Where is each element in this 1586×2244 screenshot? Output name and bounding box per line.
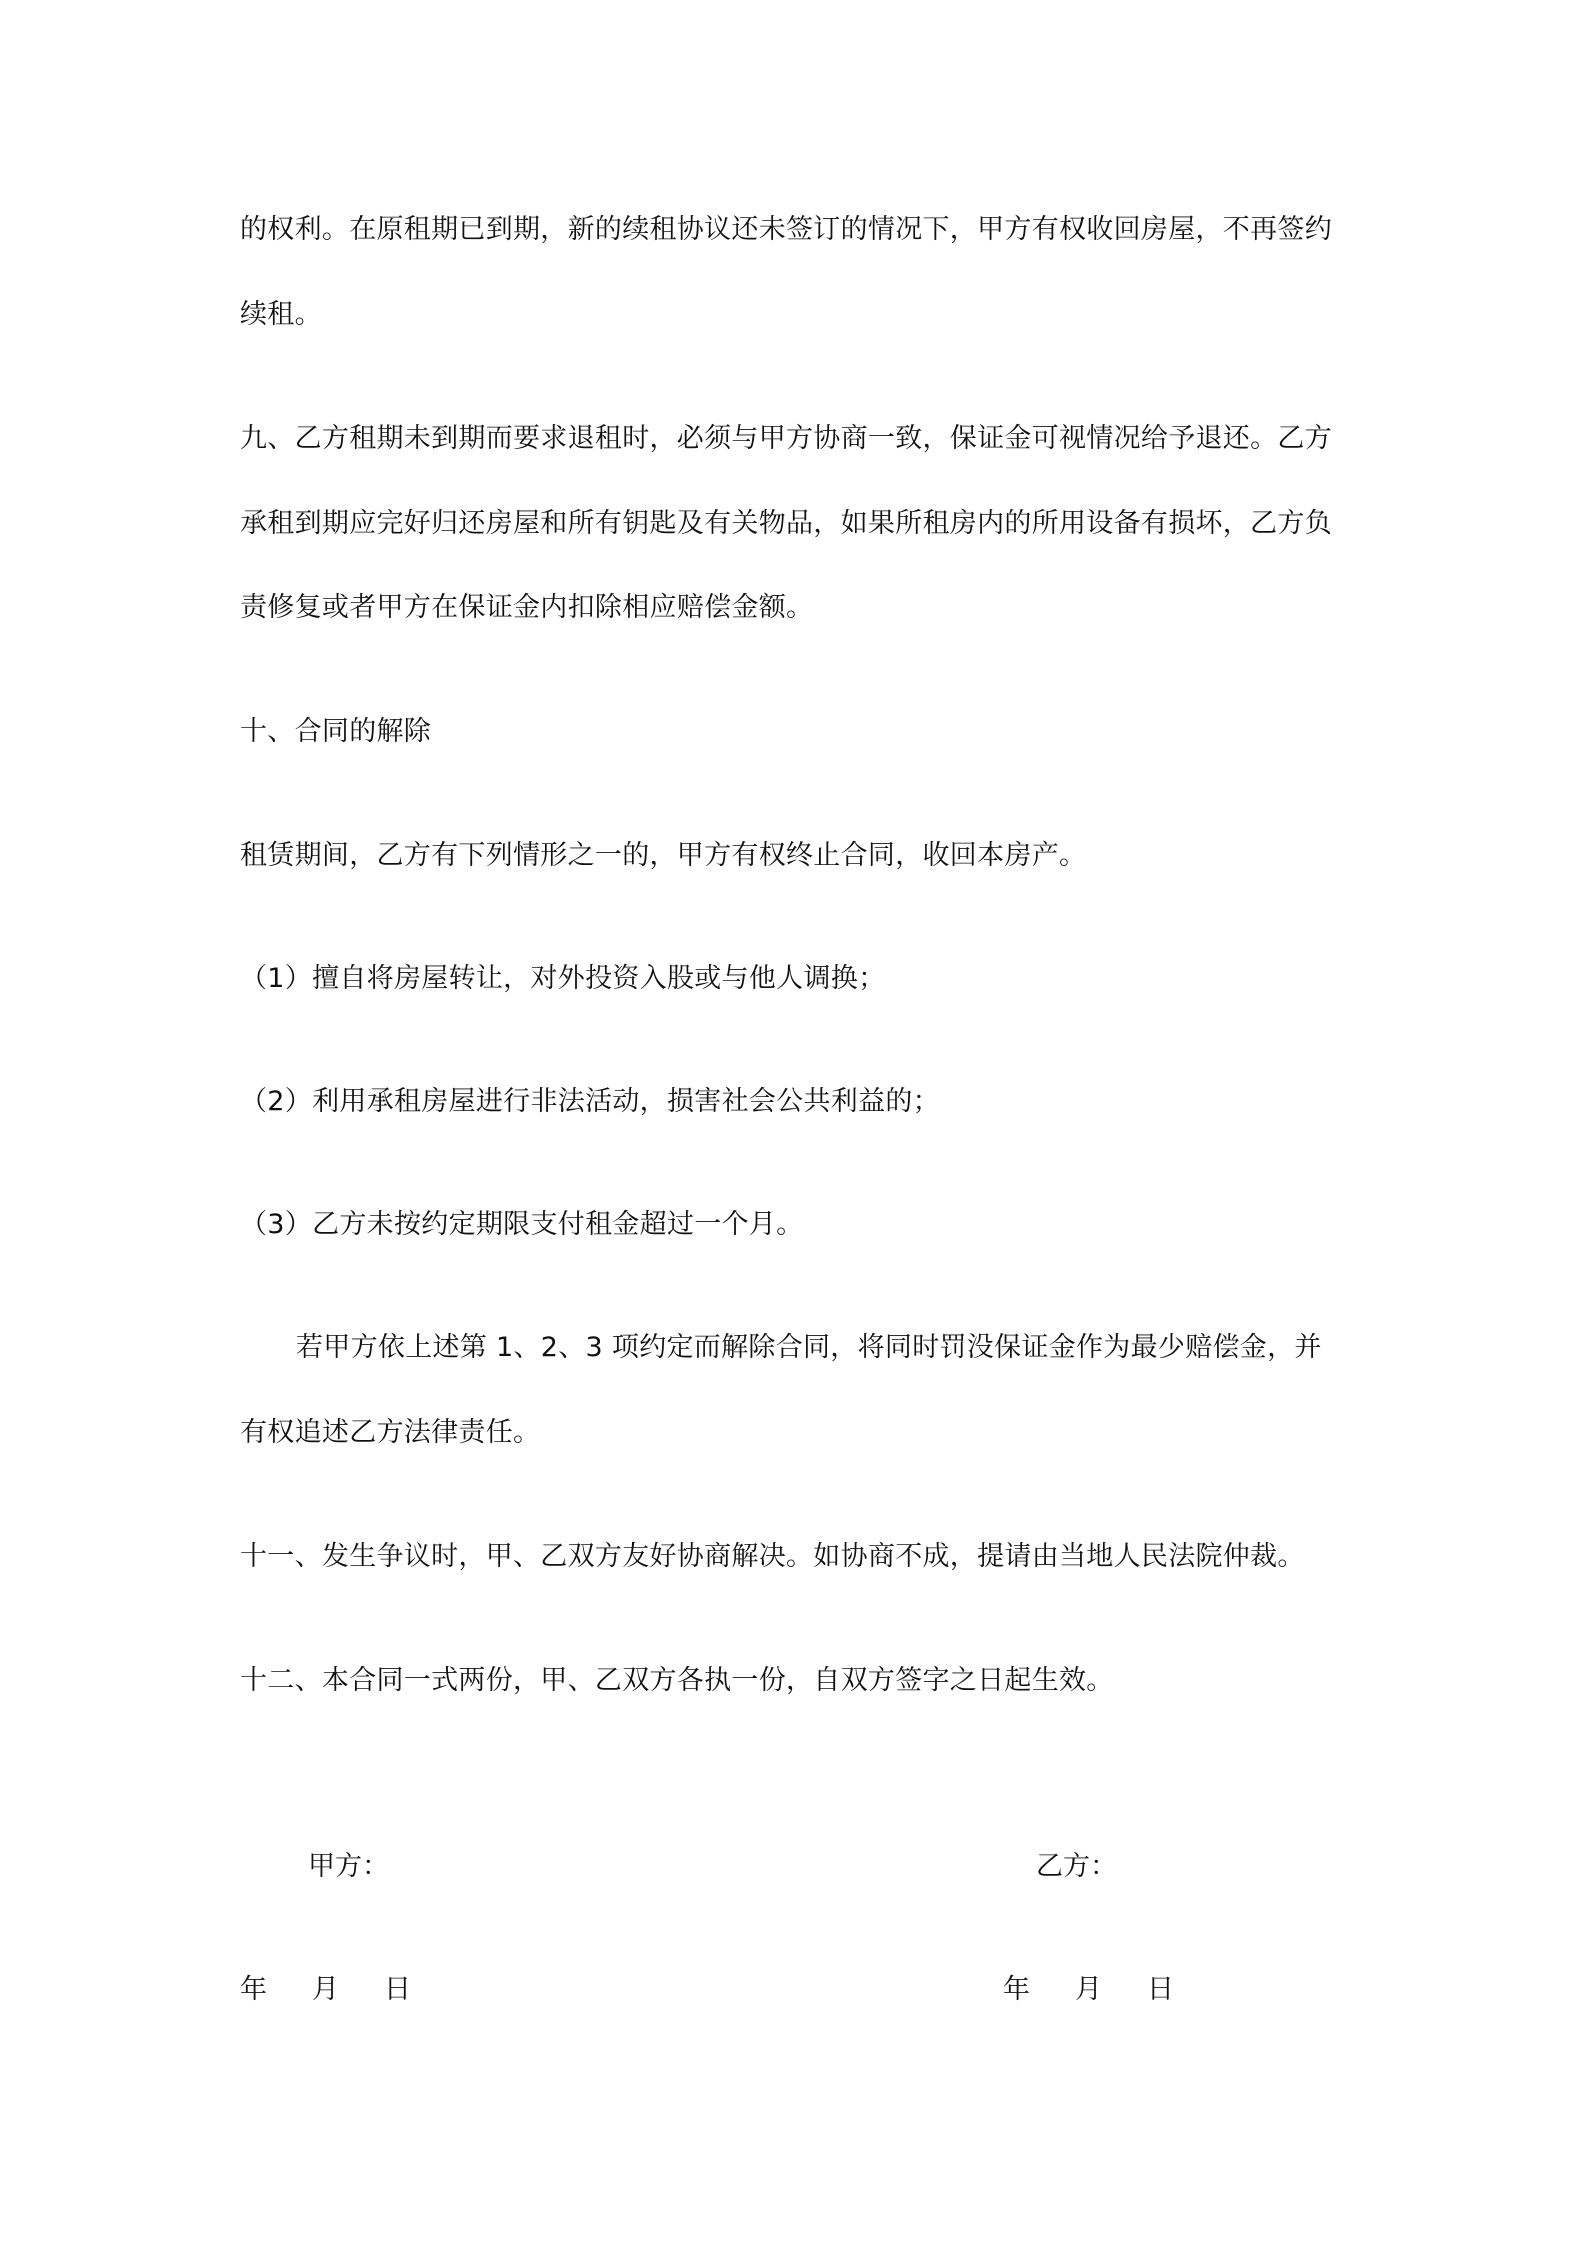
clause-10-penalty-line-1: 若甲方依上述第 1、2、3 项约定而解除合同，将同时罚没保证金作为最少赔偿金，并 — [296, 1332, 1322, 1363]
clause-10-item-3: （3）乙方未按约定期限支付租金超过一个月。 — [240, 1209, 804, 1240]
clause-9-line-1: 九、乙方租期未到期而要求退租时，必须与甲方协商一致，保证金可视情况给予退还。乙方 — [240, 423, 1332, 454]
party-b-date-day: 日 — [1147, 1974, 1174, 2005]
clause-12: 十二、本合同一式两份，甲、乙双方各执一份，自双方签字之日起生效。 — [240, 1665, 1114, 1696]
party-b-date — [1003, 1972, 1174, 2008]
party-b-date-year: 年 — [1003, 1974, 1030, 2005]
party-a-date-day: 日 — [384, 1974, 411, 2005]
clause-8-continuation-line-2: 续租。 — [240, 299, 322, 330]
party-a-date-year: 年 — [240, 1974, 267, 2005]
clause-10-item-2: （2）利用承租房屋进行非法活动，损害社会公共利益的； — [240, 1086, 940, 1117]
clause-10-item-1: （1）擅自将房屋转让，对外投资入股或与他人调换； — [240, 963, 886, 994]
party-b-date-month: 月 — [1075, 1974, 1102, 2005]
party-a-label: 甲方： — [308, 1851, 389, 1882]
clause-9-line-3: 责修复或者甲方在保证金内扣除相应赔偿金额。 — [240, 592, 814, 623]
clause-9-line-2: 承租到期应完好归还房屋和所有钥匙及有关物品，如果所租房内的所用设备有损坏，乙方负 — [240, 508, 1332, 539]
party-b-label: 乙方： — [1036, 1851, 1117, 1882]
party-a-date — [240, 1972, 411, 2008]
clause-10-title: 十、合同的解除 — [240, 716, 432, 747]
party-a-date-month: 月 — [312, 1974, 339, 2005]
clause-10-intro: 租赁期间，乙方有下列情形之一的，甲方有权终止合同，收回本房产。 — [240, 840, 1087, 871]
clause-11: 十一、发生争议时，甲、乙双方友好协商解决。如协商不成，提请由当地人民法院仲裁。 — [240, 1541, 1305, 1572]
clause-8-continuation-line-1: 的权利。在原租期已到期，新的续租协议还未签订的情况下，甲方有权收回房屋，不再签约 — [240, 214, 1332, 245]
clause-10-penalty-line-2: 有权追述乙方法律责任。 — [240, 1417, 541, 1448]
